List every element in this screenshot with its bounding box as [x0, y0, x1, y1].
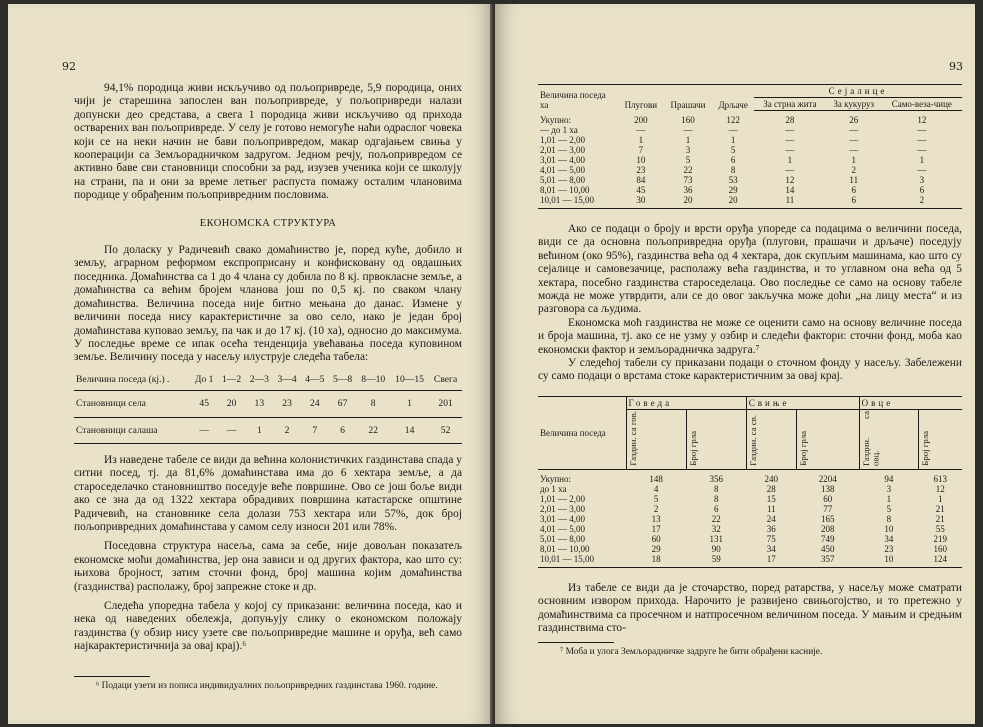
- table-header-row: [74, 371, 462, 391]
- table-cell: 1: [245, 417, 273, 443]
- holding-size-table: [74, 371, 462, 444]
- table-row: [538, 469, 962, 484]
- table-header-cell: Прашачи: [670, 99, 706, 110]
- paragraph: Ако се подаци о броју и врсти оруђа упореде са подацима о величини поседа, види се да основна пољопривредна оруђа (плугови, прашачи и дрљаче) поседују већином (око 95%), газдинства већа од 4 хектара, док скупљим машинама, као што су сејалице и самовезачице, располажу већа газдинства, и то углавном она већа од 5 хектара, посебно газдинства староседелаца. Ово последње се само на основу табеле можда не може утврдити, али се до овог закључка може доћи „на лицу места“ и из разговора са људима.: [538, 223, 962, 316]
- table-header-cell: Плугови: [624, 99, 658, 110]
- table-cell: 77: [823, 503, 833, 514]
- table-cell: 1: [730, 135, 736, 145]
- table-cell: 208: [820, 523, 835, 534]
- table-cell: —: [849, 145, 859, 155]
- table-cell: 8,01 — 10,00: [540, 543, 590, 554]
- table-cell: 5: [653, 493, 659, 504]
- table-cell: 10: [636, 155, 646, 165]
- table-cell: Укупно:: [540, 473, 571, 484]
- paragraph: У следећој табели су приказани подаци о сточном фонду у насељу. Забележени су само подаци о врстама стоке карактеристичним за овај крај.: [538, 357, 962, 383]
- table-cell: 131: [709, 533, 723, 544]
- page-number-right: 93: [949, 60, 963, 73]
- table-cell: Укупно:: [540, 114, 571, 125]
- table-row: [538, 145, 962, 155]
- table-cell: 10: [884, 523, 894, 534]
- table-cell: 1: [919, 155, 925, 165]
- table-cell: 15: [766, 493, 776, 504]
- table-cell: — до 1 ха: [540, 125, 578, 135]
- table-row: [538, 195, 962, 209]
- table-cell: —: [683, 125, 693, 135]
- table-row: [538, 185, 962, 195]
- table-header-cell: Само-веза-чице: [882, 98, 962, 111]
- table-cell: 6: [826, 195, 882, 209]
- table-cell: 29: [651, 543, 661, 554]
- table-cell: 28: [766, 483, 776, 494]
- table-cell: 138: [820, 483, 835, 494]
- table-header-cell: 4—5: [301, 371, 329, 391]
- table-cell: Становници салаша: [74, 417, 191, 443]
- table-cell: 1,01 — 2,00: [540, 493, 585, 504]
- table-cell: 200: [634, 114, 648, 125]
- table-cell: 10,01 — 15,00: [538, 195, 618, 209]
- table-cell: 23: [884, 543, 894, 554]
- table-cell: 20: [712, 195, 754, 209]
- table-cell: 6: [851, 185, 856, 195]
- table-cell: до 1 ха: [540, 483, 567, 494]
- table-row: [538, 524, 962, 534]
- table-cell: 17: [746, 554, 796, 568]
- table-row: [538, 494, 962, 504]
- table-cell: 67: [329, 391, 357, 417]
- table-header-cell: [626, 409, 686, 469]
- table-header-cell: Свега: [429, 371, 462, 391]
- table-cell: 13: [245, 391, 273, 417]
- paragraph: Из наведене табеле се види да већина колонистичких газдинстава спада у ситни посед, тј. да 81,6% домаћинстава има до 6 хектара земље, а да староседелачко становништво поседује веће површине. Ово се још боље види ако се зна да од 1322 хектара обрадивих површина катастарске општине Радичевић, на становнике села долази 753 хектара или 57%, док број пољопривредних домаћинстава у самом селу износи 201 или 78%.: [74, 453, 462, 533]
- table-cell: 1: [938, 493, 943, 504]
- table-row: [74, 391, 462, 417]
- table-cell: 34: [884, 533, 894, 544]
- table-cell: 10,01 — 15,00: [538, 554, 626, 568]
- table-cell: 749: [820, 533, 835, 544]
- table-cell: 22: [711, 513, 721, 524]
- table-cell: 3,01 — 4,00: [540, 155, 585, 165]
- right-page: [495, 4, 975, 724]
- table-cell: 3: [886, 483, 892, 494]
- table-cell: 32: [711, 523, 721, 534]
- table-row: [538, 484, 962, 494]
- implements-table: [538, 84, 962, 209]
- table-group-header: Свиње: [746, 396, 859, 409]
- left-page: [8, 4, 493, 724]
- table-cell: —: [636, 125, 646, 135]
- table-row: [538, 125, 962, 135]
- table-cell: 53: [728, 175, 738, 185]
- table-group-header: Сејалице: [754, 85, 962, 98]
- table-cell: 90: [711, 543, 721, 554]
- table-cell: —: [785, 125, 795, 135]
- table-header-cell: Величина поседа ха: [540, 89, 606, 110]
- table-row: [538, 554, 962, 568]
- paragraph: 94,1% породица живи искључиво од пољопривреде, 5,9 породица, оних чији је старешина запослен ван пољопривреде, у пољопривреди налази допунски део средстава, а свега 1 породица живи искључиво од прихода остварених ван пољопривреде. У селу је готово немогуће наћи одраслог човека који се на неки начин не бави пољопривредом, макар одгајањем свиња у кооперацији са Земљорадничком задругом. Једном речју, пољопривредом се активно баве сви становници способни за рад, изузев ученика који се школују на страни, па и они за време летњег распуста помажу осталим члановима породице у обрађеним пољопривредним пословима.: [74, 82, 462, 202]
- table-cell: 5,01 — 8,00: [540, 533, 585, 544]
- table-cell: 4: [653, 483, 659, 494]
- table-cell: 23: [636, 165, 646, 175]
- table-cell: 613: [933, 473, 948, 484]
- table-header-cell: 3—4: [273, 371, 301, 391]
- table-header-cell: Величина поседа: [538, 396, 626, 469]
- table-cell: 5,01 — 8,00: [540, 175, 585, 185]
- paragraph: Следећа упоредна табела у којој су приказани: величина поседа, као и нека од наведених обележја, допуњују слику о економском положају газдинства (у обзир нису узете све пољопривредне машине и оруђа, већ само најкарактеристичнија за овај крај).⁶: [74, 600, 462, 653]
- table-row: [538, 155, 962, 165]
- table-cell: 34: [766, 543, 776, 554]
- footnote: ⁶ Подаци узети из пописа индивидуалних пољопривредних газдинстава 1960. године.: [96, 680, 438, 691]
- table-cell: —: [785, 145, 795, 155]
- vertical-header-label: Број грла: [920, 431, 931, 466]
- table-cell: 8: [730, 165, 736, 175]
- table-cell: 2: [653, 503, 659, 514]
- table-cell: 8: [886, 513, 892, 524]
- table-row: [538, 111, 962, 126]
- vertical-header-label: Газдин. са овц.: [860, 410, 881, 466]
- table-cell: 11: [754, 195, 826, 209]
- table-row: [538, 534, 962, 544]
- table-header-cell: [796, 409, 859, 469]
- table-cell: —: [728, 125, 738, 135]
- table-cell: 201: [429, 391, 462, 417]
- table-cell: 1,01 — 2,00: [540, 135, 585, 145]
- table-cell: 356: [709, 473, 723, 484]
- table-cell: 1: [390, 391, 429, 417]
- table-cell: 30: [618, 195, 664, 209]
- table-cell: 20: [218, 391, 246, 417]
- table-header-cell: [919, 409, 962, 469]
- table-cell: 18: [626, 554, 686, 568]
- table-cell: —: [785, 165, 795, 175]
- right-page-body: [538, 84, 962, 658]
- table-cell: 8: [713, 483, 719, 494]
- table-cell: 22: [683, 165, 693, 175]
- livestock-table-body: [538, 469, 962, 567]
- table-header-cell: 2—3: [245, 371, 273, 391]
- table-cell: 21: [935, 503, 945, 514]
- table-cell: 14: [390, 417, 429, 443]
- table-cell: 2: [851, 165, 856, 175]
- table-cell: 165: [820, 513, 835, 524]
- table-cell: 2: [273, 417, 301, 443]
- table-cell: 8: [713, 493, 719, 504]
- table-cell: 29: [728, 185, 738, 195]
- table-cell: Становници села: [74, 391, 191, 417]
- table-header-cell: [859, 409, 918, 469]
- table-cell: 12: [935, 483, 945, 494]
- table-row: [74, 417, 462, 443]
- table-cell: 5: [886, 503, 892, 514]
- paragraph: Економска моћ газдинства не може се оценити само на основу величине поседа и броја машина, тј. ако се не узму у озбир и следећи фактори: сточни фонд, моба као економски фактор и земљорадничка задруга.⁷: [538, 316, 962, 356]
- footnote-rule: [74, 676, 150, 677]
- table-header-cell: 1—2: [218, 371, 246, 391]
- table-cell: 2: [882, 195, 962, 209]
- table-cell: 5: [730, 145, 736, 155]
- table-cell: 4,01 — 5,00: [540, 523, 585, 534]
- table-cell: 240: [764, 473, 779, 484]
- table-cell: 11: [849, 175, 859, 185]
- vertical-header-label: Број грла: [687, 431, 698, 466]
- table-cell: —: [218, 417, 246, 443]
- table-cell: —: [917, 165, 927, 175]
- table-cell: 73: [683, 175, 693, 185]
- table-cell: —: [849, 135, 859, 145]
- table-cell: 148: [649, 473, 663, 484]
- table-cell: 8: [356, 391, 390, 417]
- table-row: [538, 165, 962, 175]
- paragraph: Поседовна структура насеља, сама за себе, није довољан показатељ економске моћи домаћинства, јер она зависи и од других фактора, као што су: њихова бројност, затим сточни фонд, број машина којим домаћинства (газдинства) располажу, број запрежне стоке и др.: [74, 540, 462, 593]
- table-cell: 1: [638, 135, 644, 145]
- table-cell: 4,01 — 5,00: [540, 165, 585, 175]
- table-header-cell: 10—15: [390, 371, 429, 391]
- table-cell: —: [191, 417, 218, 443]
- table-header-cell: Дрљаче: [718, 99, 748, 110]
- table-cell: 59: [686, 554, 746, 568]
- table-row: [538, 504, 962, 514]
- footnote: ⁷ Моба и улога Земљорадничке задруге ће бити обрађени касније.: [560, 646, 823, 657]
- table-header-cell: Величина поседа (кј.) .: [74, 371, 191, 391]
- table-cell: 55: [935, 523, 945, 534]
- table-cell: 2,01 — 3,00: [540, 145, 585, 155]
- table-cell: 450: [820, 543, 835, 554]
- table-cell: 6: [713, 503, 719, 514]
- table-cell: 94: [884, 473, 894, 484]
- table-cell: 1: [685, 135, 691, 145]
- table-header-cell: За кукуруз: [826, 98, 882, 111]
- table-cell: 12: [785, 175, 795, 185]
- table-cell: 24: [766, 513, 776, 524]
- table-cell: 3,01 — 4,00: [540, 513, 585, 524]
- table-group-header: Говеда: [626, 396, 746, 409]
- table-row: [538, 175, 962, 185]
- table-cell: 124: [919, 554, 962, 568]
- left-page-body: [74, 82, 462, 692]
- table-cell: 45: [636, 185, 646, 195]
- table-header-cell: [686, 409, 746, 469]
- table-cell: 3: [919, 175, 925, 185]
- table-cell: 12: [917, 115, 927, 125]
- paragraph: По доласку у Радичевић свако домаћинство је, поред куће, добило и земљу, аграрном реформом експроприсану и конфискованy од овдашњих поседника. Домаћинства са 1 до 4 члана су добила по 8 кј. првокласне земље, а домаћинства са већим бројем чланова још по 0,5 кј. по сваком члану домаћинства. Величина поседа није битно мењана до данас. Измене у величини поседа нису карактеристичне за ово село, иако је један број домаћинстава куповао земљу, па чак и до 17 кј. (10 ха), односно до максимума. У последње време се ипак осећа тенденција увећавања поседа куповином земље. Величину поседа у насељу илуструје следећа табела:: [74, 244, 462, 364]
- vertical-header-label: Број грла: [797, 431, 808, 466]
- section-heading: ЕКОНОМСКА СТРУКТУРА: [199, 217, 337, 229]
- vertical-header-label: Газдин. са св.: [747, 415, 758, 466]
- table-header-cell: [746, 409, 796, 469]
- table-cell: 75: [766, 533, 776, 544]
- table-cell: 17: [651, 523, 661, 534]
- table-cell: 6: [329, 417, 357, 443]
- paragraph: Из табеле се види да је сточарство, поред ратарства, у насељу може сматрати основним извором прихода. Нарочито је развијено свињогојство, и то претежно у домаћинствима са просечном и натпросечном величином поседа. У мањим и средњим газдинствима сто-: [538, 581, 962, 635]
- vertical-header-label: Газдин. са гов.: [627, 411, 638, 466]
- table-cell: 219: [933, 533, 948, 544]
- table-cell: 36: [683, 185, 693, 195]
- table-cell: 23: [273, 391, 301, 417]
- table-cell: —: [785, 135, 795, 145]
- table-cell: 7: [301, 417, 329, 443]
- table-cell: 2,01 — 3,00: [540, 503, 585, 514]
- table-cell: 1: [851, 155, 856, 165]
- table-cell: 22: [356, 417, 390, 443]
- table-cell: 21: [935, 513, 945, 524]
- table-cell: 28: [785, 115, 795, 125]
- table-cell: 60: [823, 493, 833, 504]
- table-cell: 13: [651, 513, 661, 524]
- table-cell: 6: [919, 185, 925, 195]
- table-group-header: Овце: [859, 396, 962, 409]
- table-cell: —: [917, 135, 927, 145]
- table-cell: 3: [685, 145, 691, 155]
- table-cell: 6: [730, 155, 736, 165]
- table-header-cell: До 1: [191, 371, 218, 391]
- table-cell: 52: [429, 417, 462, 443]
- table-cell: 160: [933, 543, 948, 554]
- table-header-cell: 8—10: [356, 371, 390, 391]
- page-number-left: 92: [62, 60, 76, 73]
- table-cell: 26: [849, 115, 859, 125]
- table-cell: 10: [859, 554, 918, 568]
- table-row: [538, 135, 962, 145]
- table-header-cell: 5—8: [329, 371, 357, 391]
- table-cell: 357: [796, 554, 859, 568]
- table-cell: —: [849, 125, 859, 135]
- table-cell: 20: [664, 195, 713, 209]
- table-cell: 7: [638, 145, 644, 155]
- table-cell: 84: [636, 175, 646, 185]
- table-cell: 11: [766, 503, 776, 514]
- table-cell: —: [917, 145, 927, 155]
- table-row: [538, 514, 962, 524]
- table-cell: 1: [787, 155, 793, 165]
- table-cell: —: [917, 125, 927, 135]
- table-cell: 45: [191, 391, 218, 417]
- livestock-table: [538, 396, 962, 568]
- table-cell: 14: [785, 185, 795, 195]
- table-cell: 8,01 — 10,00: [540, 185, 590, 195]
- table-cell: 2204: [818, 473, 837, 484]
- table-cell: 160: [681, 114, 695, 125]
- footnote-rule: [538, 642, 614, 643]
- table-cell: 5: [685, 155, 691, 165]
- table-header-cell: За стрна жита: [754, 98, 826, 111]
- table-cell: 1: [886, 493, 892, 504]
- table-cell: 36: [766, 523, 776, 534]
- table-cell: 122: [726, 114, 740, 125]
- table-cell: 60: [651, 533, 661, 544]
- table-row: [538, 544, 962, 554]
- table-cell: 24: [301, 391, 329, 417]
- implements-table-body: [538, 111, 962, 209]
